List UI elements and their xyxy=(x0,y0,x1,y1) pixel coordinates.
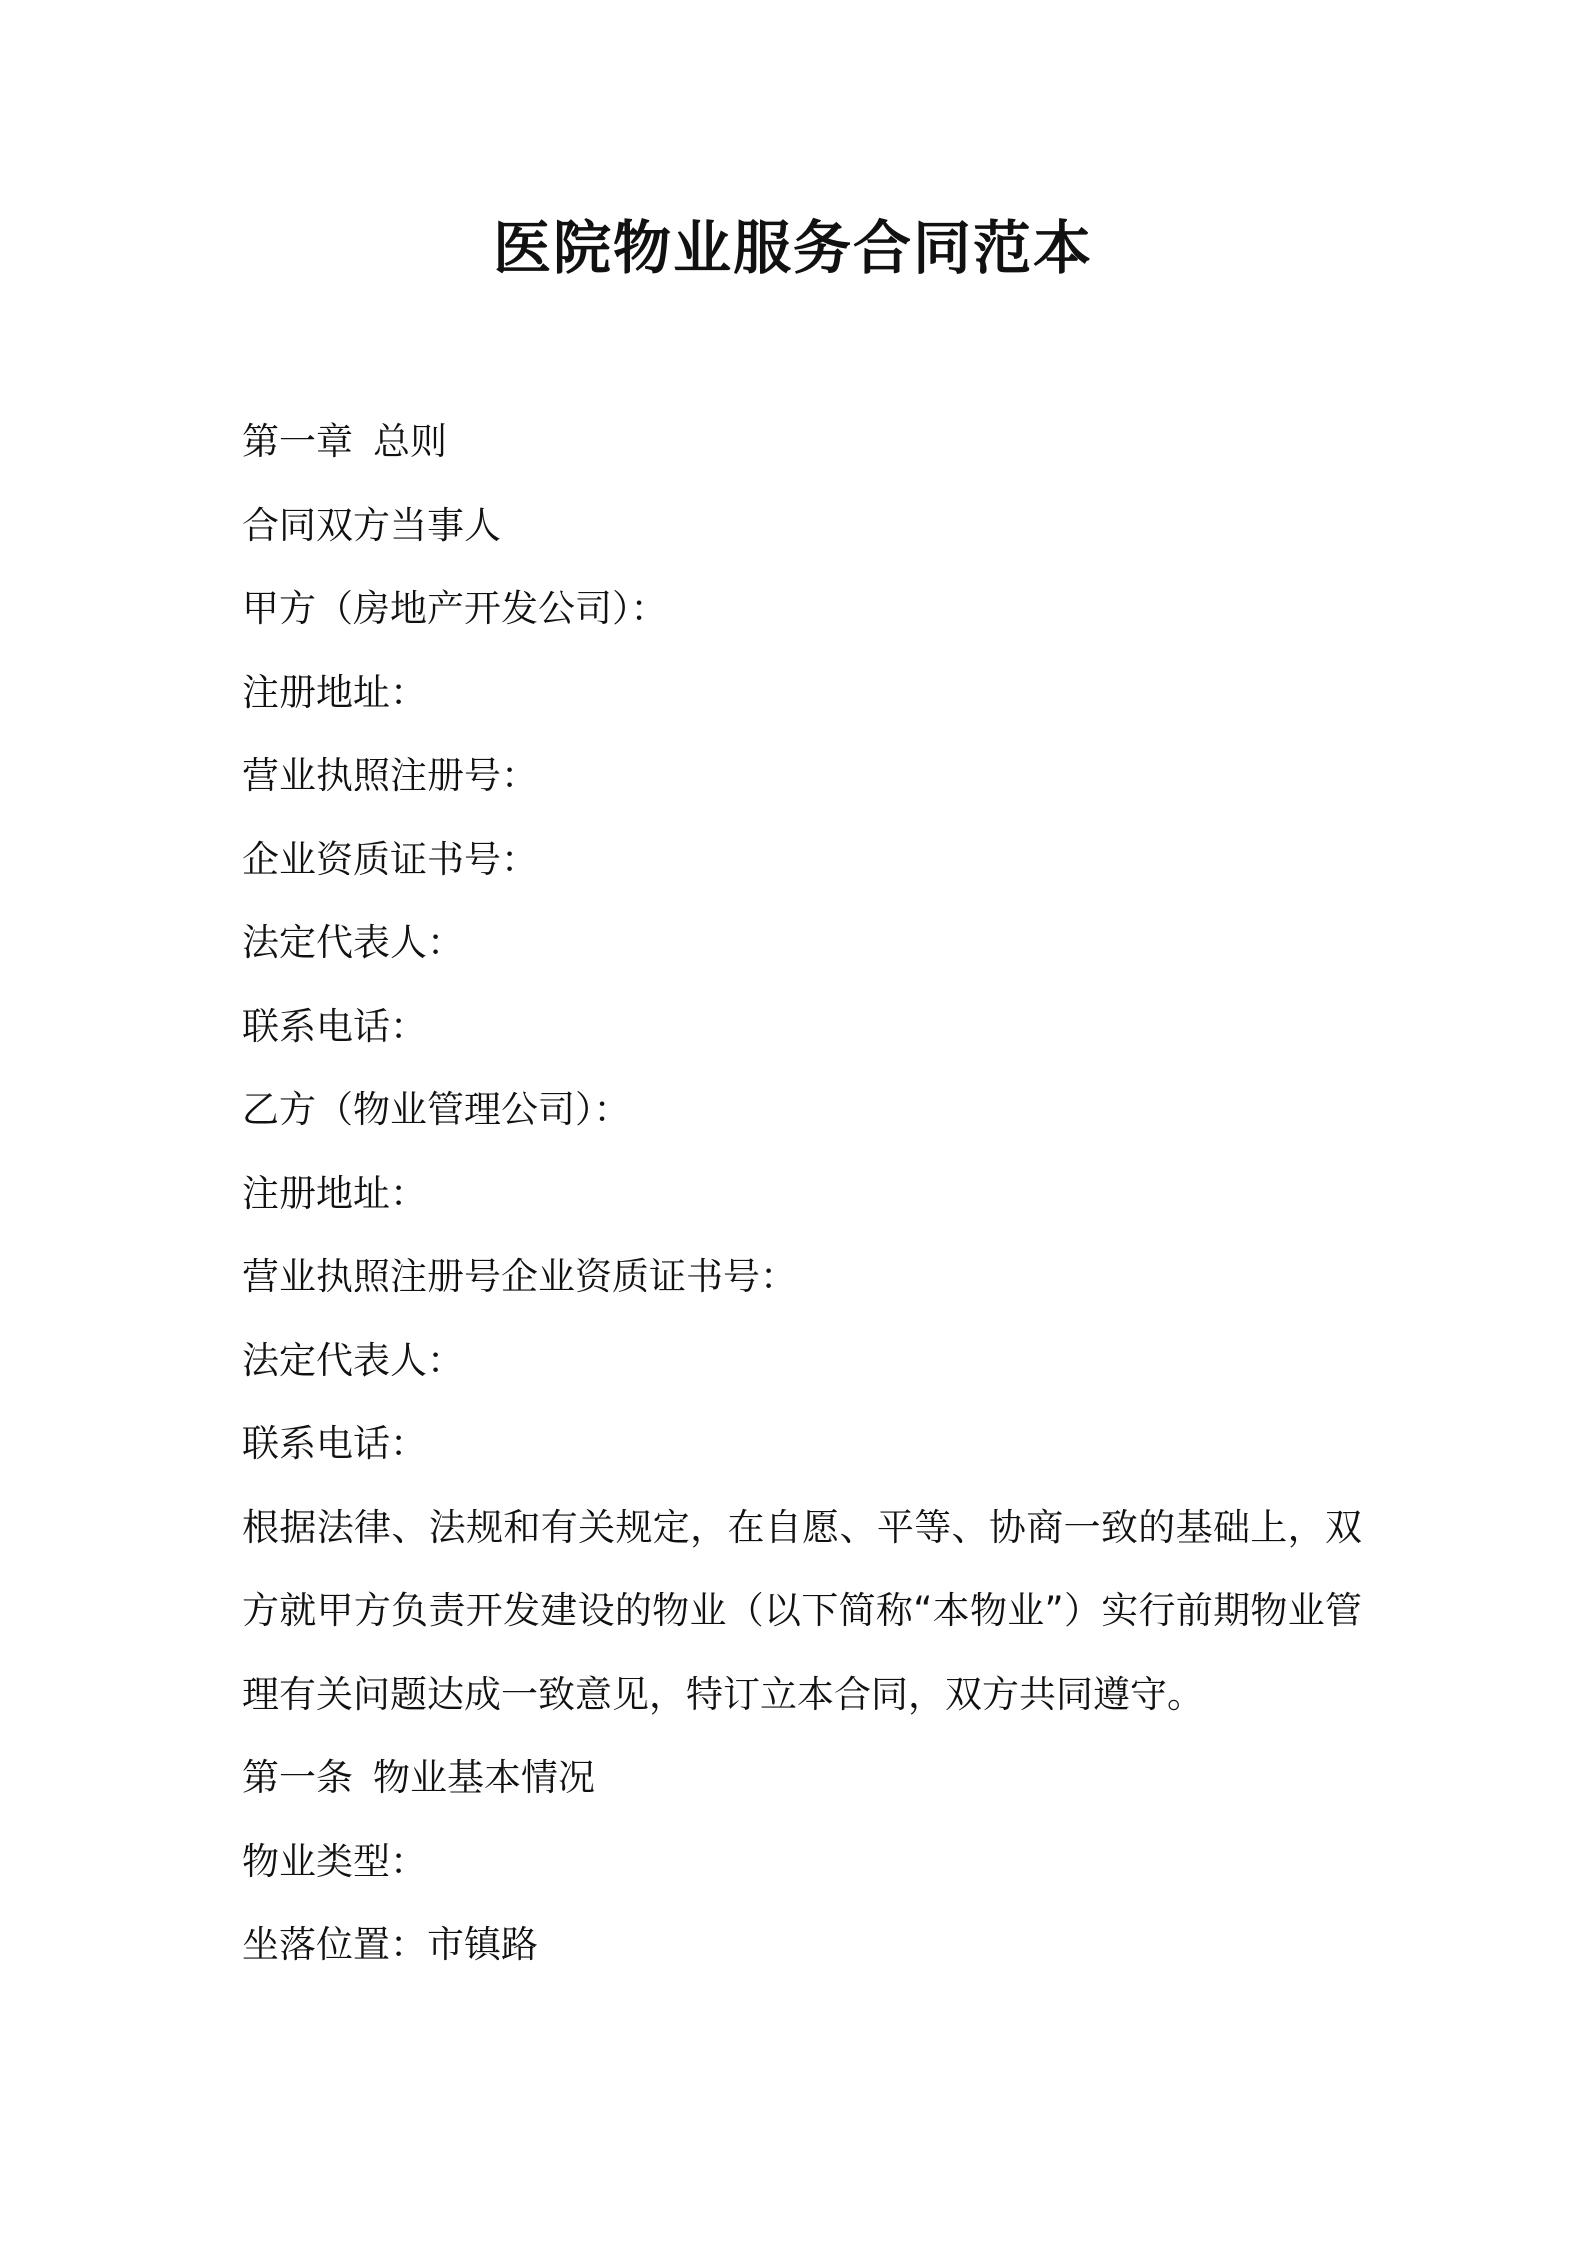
party-b-address-field: 注册地址： xyxy=(242,1171,427,1215)
document-body xyxy=(242,400,1362,1987)
document-title: 医院物业服务合同范本 xyxy=(492,214,1093,282)
property-type-field: 物业类型： xyxy=(242,1839,427,1883)
party-b-representative-field: 法定代表人： xyxy=(242,1338,464,1382)
chapter-heading xyxy=(242,400,1362,484)
article-heading xyxy=(242,1736,1362,1820)
party-b-license-field: 营业执照注册号企业资质证书号： xyxy=(242,1255,797,1298)
party-a-address-field: 注册地址： xyxy=(242,670,427,714)
chapter-name: 总则 xyxy=(373,420,447,463)
article-number: 第一条 xyxy=(242,1756,353,1799)
party-a-phone-field: 联系电话： xyxy=(242,1004,427,1048)
article-name: 物业基本情况 xyxy=(373,1756,595,1799)
party-b-phone-field: 联系电话： xyxy=(242,1422,427,1465)
parties-heading: 合同双方当事人 xyxy=(242,503,501,547)
party-a-license-field: 营业执照注册号： xyxy=(242,754,538,797)
location-field xyxy=(242,1903,1362,1987)
party-a-representative-field: 法定代表人： xyxy=(242,921,464,964)
chapter-number: 第一章 xyxy=(242,420,353,463)
preamble-paragraph: 根据法律、法规和有关规定，在自愿、平等、协商一致的基础上，双方就甲方负责开发建设的物业（以下简称“本物业”）实行前期物业管理有关问题达成一致意见，特订立本合同，双方共同遵守。 xyxy=(242,1505,1362,1716)
party-a-certificate-field: 企业资质证书号： xyxy=(242,837,538,881)
location-label: 坐落位置： xyxy=(242,1923,427,1966)
party-a-label: 甲方（房地产开发公司）： xyxy=(242,587,668,630)
location-value: 市镇路 xyxy=(427,1923,538,1966)
party-b-label: 乙方（物业管理公司）： xyxy=(242,1088,631,1131)
